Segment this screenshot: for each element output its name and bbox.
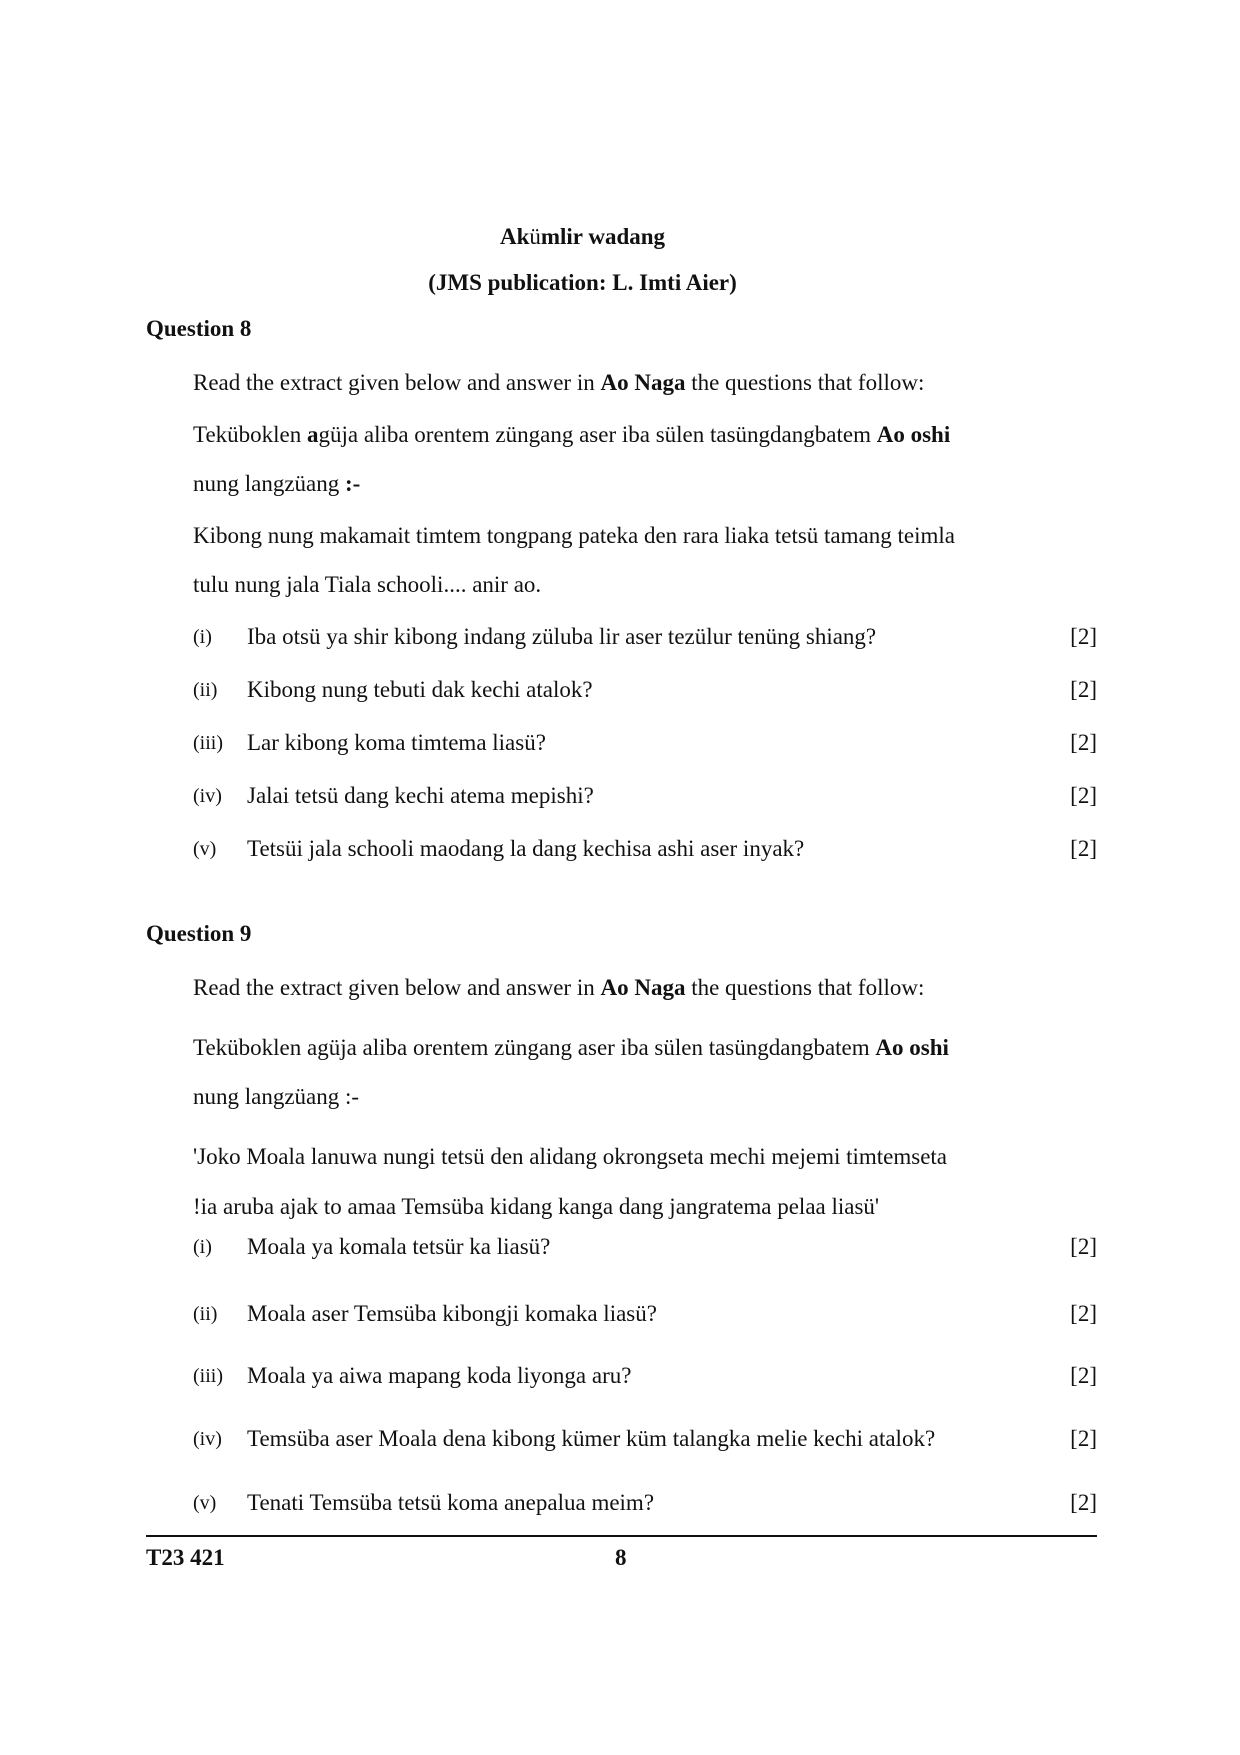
- q8-item-number: (v): [193, 838, 217, 860]
- q8-extract-line1: Kibong nung makamait timtem tongpang pateka den rara liaka tetsü tamang teimla: [193, 523, 955, 548]
- question-9-heading: Question 9: [146, 921, 252, 946]
- q8-item-marks: [2]: [1070, 677, 1097, 702]
- q8-extract-line2: tulu nung jala Tiala schooli.... anir ao.: [193, 572, 542, 597]
- q8-directive-line1: Teküboklen agüja aliba orentem züngang aser iba sülen tasüngdangbatem Ao oshi: [193, 422, 951, 447]
- question-8-heading: Question 8: [146, 316, 252, 341]
- section-title: Akümlir wadang: [499, 224, 666, 249]
- q9-item-marks: [2]: [1070, 1490, 1097, 1515]
- q9-item-number: (v): [193, 1492, 217, 1514]
- q9-item-number: (iv): [193, 1428, 222, 1450]
- q8-item-number: (iv): [193, 785, 222, 807]
- q9-item-number: (iii): [193, 1365, 223, 1387]
- q9-item-marks: [2]: [1070, 1363, 1097, 1388]
- q9-instruction: Read the extract given below and answer in Ao Naga the questions that follow:: [193, 975, 925, 1000]
- q9-item-text: Moala ya aiwa mapang koda liyonga aru?: [247, 1363, 632, 1388]
- q8-item-marks: [2]: [1070, 836, 1097, 861]
- q9-item-number: (i): [193, 1236, 212, 1258]
- paper-code: T23 421: [146, 1545, 225, 1570]
- q8-item-marks: [2]: [1070, 624, 1097, 649]
- q9-item-text: Moala ya komala tetsür ka liasü?: [247, 1234, 551, 1259]
- q8-instruction: Read the extract given below and answer in Ao Naga the questions that follow:: [193, 370, 925, 395]
- q8-item-text: Lar kibong koma timtema liasü?: [247, 730, 546, 755]
- q8-directive-line2: nung langzüang :-: [193, 471, 361, 496]
- q9-item-marks: [2]: [1070, 1234, 1097, 1259]
- q9-item-text: Tenati Temsüba tetsü koma anepalua meim?: [247, 1490, 655, 1515]
- section-subtitle: (JMS publication: L. Imti Aier): [428, 270, 737, 295]
- q9-item-marks: [2]: [1070, 1426, 1097, 1451]
- q8-item-text: Tetsüi jala schooli maodang la dang kechisa ashi aser inyak?: [247, 836, 805, 861]
- q8-item-text: Iba otsü ya shir kibong indang züluba lir aser tezülur tenüng shiang?: [247, 624, 877, 649]
- q9-extract-line2: !ia aruba ajak to amaa Temsüba kidang kanga dang jangratema pelaa liasü': [193, 1194, 880, 1219]
- page-number: 8: [615, 1545, 627, 1570]
- q9-item-text: Temsüba aser Moala dena kibong kümer küm talangka melie kechi atalok?: [247, 1426, 936, 1451]
- q9-extract-line1: 'Joko Moala lanuwa nungi tetsü den alidang okrongseta mechi mejemi timtemseta: [193, 1144, 948, 1169]
- q9-item-number: (ii): [193, 1303, 218, 1325]
- q8-item-marks: [2]: [1070, 730, 1097, 755]
- footer-divider: [146, 1535, 1097, 1537]
- q8-item-text: Kibong nung tebuti dak kechi atalok?: [247, 677, 593, 702]
- q8-item-marks: [2]: [1070, 783, 1097, 808]
- q9-directive-line2: nung langzüang :-: [193, 1084, 360, 1109]
- q9-directive-line1: Teküboklen agüja aliba orentem züngang aser iba sülen tasüngdangbatem Ao oshi: [193, 1035, 949, 1060]
- q8-item-number: (iii): [193, 732, 223, 754]
- q9-item-marks: [2]: [1070, 1301, 1097, 1326]
- q8-item-number: (i): [193, 626, 212, 648]
- q8-item-number: (ii): [193, 679, 218, 701]
- q9-item-text: Moala aser Temsüba kibongji komaka liasü?: [247, 1301, 657, 1326]
- q8-item-text: Jalai tetsü dang kechi atema mepishi?: [247, 783, 594, 808]
